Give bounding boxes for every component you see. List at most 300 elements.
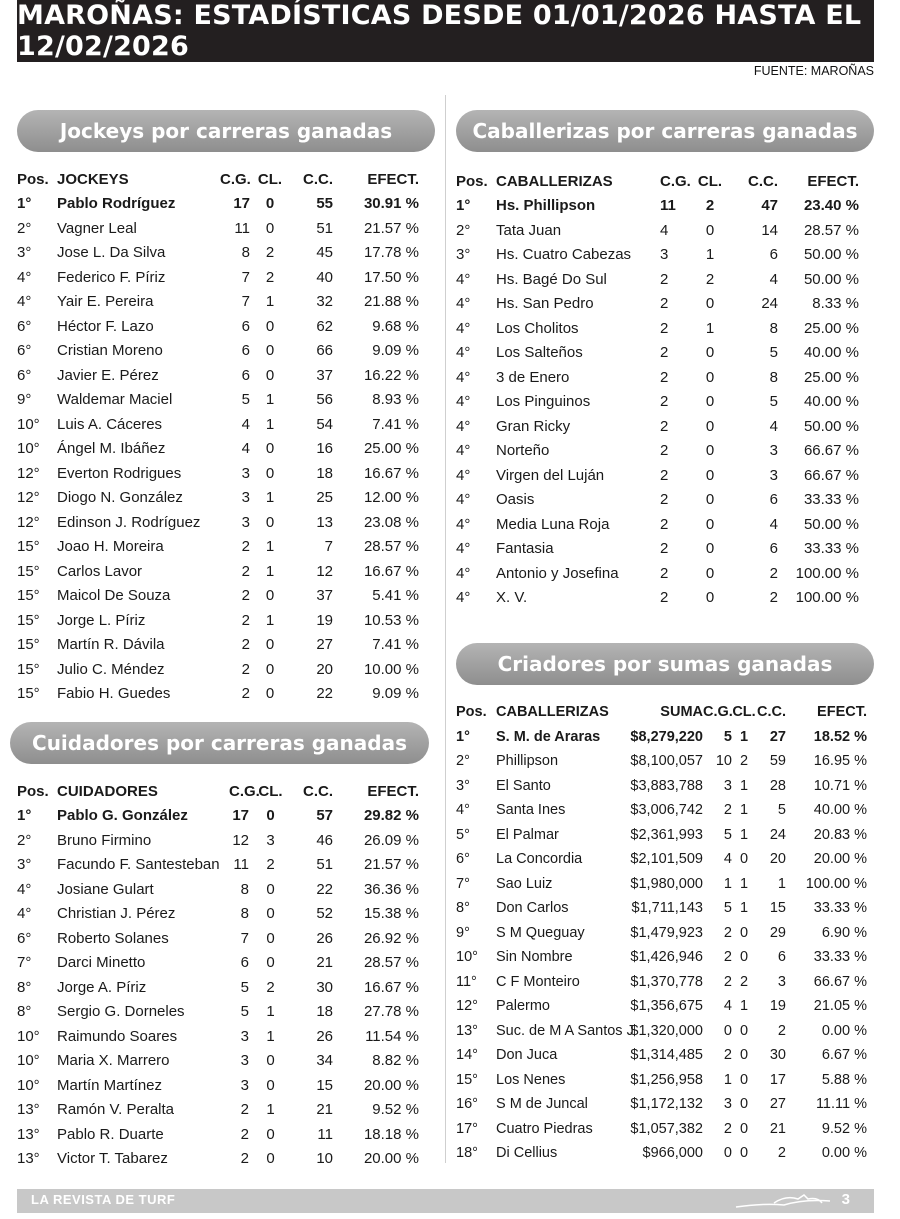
- table-cell: 2: [660, 564, 669, 582]
- table-cell: 4°: [456, 270, 471, 288]
- table-cell: El Palmar: [496, 826, 559, 843]
- table-row: [17, 633, 419, 658]
- table-cell: $1,426,946: [630, 949, 703, 966]
- table-row: [456, 1117, 867, 1142]
- table-cell: 27: [769, 728, 786, 745]
- table-cell: 0: [266, 1150, 275, 1168]
- table-cell: 8.82 %: [372, 1052, 419, 1070]
- table-cell: $1,980,000: [630, 875, 703, 892]
- table-cell: Pablo R. Duarte: [57, 1125, 164, 1143]
- table-row: [456, 439, 859, 464]
- table-cell: 3°: [17, 244, 32, 262]
- table-cell: Martín Martínez: [57, 1076, 163, 1094]
- table-cell: 28.57 %: [363, 954, 419, 972]
- table-cell: 27.78 %: [363, 1003, 419, 1021]
- table-cell: 15°: [17, 636, 40, 654]
- table-cell: 66.67 %: [803, 466, 859, 484]
- table-cell: $1,256,958: [630, 1071, 703, 1088]
- table-cell: 2: [240, 1101, 249, 1119]
- table-cell: 4: [660, 221, 669, 239]
- table-cell: 0: [739, 924, 749, 941]
- col-header-cl: CL.: [257, 170, 283, 188]
- col-header-efect: EFECT.: [817, 704, 867, 721]
- table-cell: 27: [769, 1096, 786, 1113]
- table-cell: 5: [241, 391, 250, 409]
- table-cell: 6°: [17, 366, 32, 384]
- table-cell: Fantasia: [496, 540, 554, 558]
- table-cell: 20: [316, 660, 333, 678]
- table-row: [17, 877, 419, 902]
- breeders-section-header: [456, 643, 874, 685]
- table-row: [17, 535, 419, 560]
- table-cell: Martín R. Dávila: [57, 636, 165, 654]
- table-cell: 4: [769, 270, 778, 288]
- table-cell: Santa Ines: [496, 802, 566, 819]
- table-cell: 8: [241, 244, 250, 262]
- table-cell: 13°: [17, 1125, 40, 1143]
- table-row: [456, 218, 859, 243]
- table-cell: 2: [660, 295, 669, 313]
- table-cell: Jorge L. Píriz: [57, 611, 146, 629]
- table-cell: 4°: [17, 905, 32, 923]
- table-cell: 2°: [17, 831, 32, 849]
- table-cell: 5: [769, 393, 778, 411]
- table-cell: 4°: [17, 268, 32, 286]
- table-row: [17, 290, 419, 315]
- table-row: [17, 412, 419, 437]
- table-cell: 12°: [456, 998, 478, 1015]
- table-cell: 6: [769, 540, 778, 558]
- table-cell: 4°: [456, 319, 471, 337]
- table-row: [17, 926, 419, 951]
- table-cell: 0: [705, 295, 715, 313]
- table-cell: 1°: [456, 197, 471, 215]
- table-row: [456, 194, 859, 219]
- table-cell: 1: [265, 611, 275, 629]
- table-cell: Los Pinguinos: [496, 393, 591, 411]
- col-header-pos: Pos.: [456, 172, 488, 190]
- table-cell: 2: [660, 319, 669, 337]
- table-row: [456, 749, 867, 774]
- table-cell: $1,370,778: [630, 973, 703, 990]
- table-cell: S. M. de Araras: [496, 728, 601, 745]
- table-cell: La Concordia: [496, 851, 583, 868]
- table-cell: 15°: [17, 611, 40, 629]
- table-cell: 2°: [17, 219, 32, 237]
- table-cell: Hs. Bagé Do Sul: [496, 270, 607, 288]
- table-row: [17, 241, 419, 266]
- table-cell: Facundo F. Santesteban: [57, 856, 220, 874]
- table-cell: 0: [265, 660, 275, 678]
- table-cell: Sin Nombre: [496, 949, 573, 966]
- table-cell: Cuatro Piedras: [496, 1120, 593, 1137]
- table-cell: 3: [769, 442, 778, 460]
- table-row: [456, 488, 859, 513]
- table-cell: 0: [723, 1022, 732, 1039]
- table-cell: 4: [241, 440, 250, 458]
- table-cell: 0: [723, 1145, 732, 1162]
- table-cell: X. V.: [496, 589, 528, 607]
- table-cell: 5: [240, 978, 249, 996]
- table-row: [456, 390, 859, 415]
- table-cell: 4: [769, 515, 778, 533]
- table-cell: 10°: [17, 1027, 40, 1045]
- table-cell: 0: [705, 515, 715, 533]
- table-cell: 3: [769, 466, 778, 484]
- table-cell: 66.67 %: [813, 973, 867, 990]
- table-cell: 0: [705, 344, 715, 362]
- table-cell: 6°: [17, 929, 32, 947]
- table-cell: 4°: [17, 880, 32, 898]
- table-row: [456, 725, 867, 750]
- table-cell: 4°: [456, 393, 471, 411]
- table-cell: 1: [705, 246, 715, 264]
- table-cell: 2: [705, 270, 715, 288]
- table-cell: 11.11 %: [815, 1096, 867, 1113]
- table-cell: 15°: [17, 587, 40, 605]
- table-cell: 1°: [17, 807, 32, 825]
- table-cell: 10°: [17, 415, 40, 433]
- table-cell: 1: [739, 900, 749, 917]
- table-cell: $1,711,143: [631, 900, 703, 917]
- table-cell: Jose L. Da Silva: [57, 244, 166, 262]
- table-cell: 21: [316, 1101, 333, 1119]
- table-cell: 5°: [456, 826, 470, 843]
- table-cell: 0: [266, 880, 275, 898]
- table-cell: 8: [240, 880, 249, 898]
- table-cell: 40: [316, 268, 333, 286]
- table-cell: 23.40 %: [803, 197, 859, 215]
- table-row: [456, 561, 859, 586]
- table-cell: 3: [240, 1052, 249, 1070]
- table-cell: 1: [739, 777, 749, 794]
- table-cell: 45: [316, 244, 333, 262]
- table-cell: Diogo N. González: [57, 489, 183, 507]
- table-cell: 10°: [17, 1076, 40, 1094]
- table-row: [17, 1147, 419, 1172]
- table-cell: 56: [316, 391, 333, 409]
- table-cell: 2: [241, 587, 250, 605]
- table-row: [456, 774, 867, 799]
- table-cell: 3: [723, 1096, 732, 1113]
- table-cell: 2: [705, 197, 715, 215]
- table-cell: 6: [241, 366, 250, 384]
- table-cell: 11: [660, 197, 676, 215]
- table-cell: Phillipson: [496, 753, 559, 770]
- table-row: [456, 243, 859, 268]
- table-cell: 36.36 %: [363, 880, 419, 898]
- stables-table-header: [456, 169, 859, 194]
- col-header-cl: CL.: [258, 782, 283, 800]
- page-title-text: MAROÑAS: ESTADÍSTICAS DESDE 01/01/2026 HASTA EL 12/02/2026: [17, 0, 862, 62]
- table-cell: 5: [769, 344, 778, 362]
- trainers-section-title: Cuidadores por carreras ganadas: [32, 731, 407, 755]
- table-row: [456, 1019, 867, 1044]
- table-cell: 6: [240, 954, 249, 972]
- table-cell: 2: [739, 973, 749, 990]
- table-cell: 26.09 %: [363, 831, 419, 849]
- table-cell: 2°: [456, 221, 471, 239]
- table-cell: 4°: [17, 293, 32, 311]
- table-row: [456, 1068, 867, 1093]
- table-cell: 0: [739, 1022, 749, 1039]
- table-row: [17, 559, 419, 584]
- table-cell: 17.78 %: [363, 244, 419, 262]
- table-cell: 2: [723, 802, 732, 819]
- table-cell: 0: [265, 219, 275, 237]
- table-cell: 33.33 %: [813, 949, 867, 966]
- table-cell: 8°: [17, 978, 32, 996]
- breeders-section-title: Criadores por sumas ganadas: [497, 652, 833, 676]
- table-cell: 9.68 %: [372, 317, 419, 335]
- table-cell: Pablo G. González: [57, 807, 188, 825]
- table-cell: 0: [266, 905, 275, 923]
- table-cell: 24: [761, 295, 778, 313]
- table-cell: Darci Minetto: [57, 954, 146, 972]
- table-cell: 9°: [456, 924, 470, 941]
- table-cell: 8: [769, 368, 778, 386]
- table-cell: $1,172,132: [630, 1096, 703, 1113]
- table-cell: Los Cholitos: [496, 319, 579, 337]
- table-cell: 1: [739, 998, 749, 1015]
- table-cell: 50.00 %: [803, 270, 859, 288]
- table-cell: 22: [316, 880, 333, 898]
- table-cell: 0: [265, 195, 275, 213]
- table-cell: Sergio G. Dorneles: [57, 1003, 185, 1021]
- table-cell: 1: [739, 826, 749, 843]
- table-cell: 18.18 %: [363, 1125, 419, 1143]
- jockeys-table: [17, 167, 419, 706]
- table-cell: 4: [769, 417, 778, 435]
- table-cell: Hs. San Pedro: [496, 295, 594, 313]
- table-cell: 6.67 %: [821, 1047, 867, 1064]
- table-cell: $2,101,509: [630, 851, 703, 868]
- table-cell: 0: [265, 685, 275, 703]
- table-cell: 3: [241, 489, 250, 507]
- stables-section-title: Caballerizas por carreras ganadas: [472, 119, 858, 143]
- table-cell: 9.09 %: [372, 342, 419, 360]
- table-cell: Di Cellius: [496, 1145, 558, 1162]
- table-row: [456, 365, 859, 390]
- table-cell: 5.88 %: [821, 1071, 867, 1088]
- table-row: [17, 1098, 419, 1123]
- table-cell: 6: [769, 491, 778, 509]
- col-header-cc: C.C.: [303, 170, 333, 188]
- table-cell: 13: [316, 513, 333, 531]
- col-header-cg: C.G.: [229, 782, 260, 800]
- table-cell: 13°: [456, 1022, 478, 1039]
- table-cell: 3: [266, 831, 275, 849]
- table-cell: 16.95 %: [813, 753, 867, 770]
- table-cell: 3°: [456, 777, 470, 794]
- page-footer: [17, 1189, 874, 1213]
- table-cell: 12: [316, 562, 333, 580]
- table-cell: 1: [777, 875, 786, 892]
- table-cell: 21.88 %: [363, 293, 419, 311]
- table-cell: 0: [265, 464, 275, 482]
- table-cell: 6: [241, 317, 250, 335]
- table-row: [456, 896, 867, 921]
- table-cell: Don Juca: [496, 1047, 558, 1064]
- publication-name: LA REVISTA DE TURF: [31, 1192, 176, 1207]
- table-row: [456, 847, 867, 872]
- table-row: [456, 921, 867, 946]
- table-cell: El Santo: [496, 777, 551, 794]
- table-cell: Josiane Gulart: [57, 880, 154, 898]
- table-cell: Cristian Moreno: [57, 342, 163, 360]
- table-cell: $1,320,000: [630, 1022, 703, 1039]
- trainers-table-body: [17, 804, 419, 1172]
- table-row: [17, 510, 419, 535]
- table-cell: 0: [265, 587, 275, 605]
- table-cell: 18°: [456, 1145, 478, 1162]
- table-cell: 20.00 %: [363, 1150, 419, 1168]
- table-row: [17, 461, 419, 486]
- table-cell: 2: [777, 1022, 786, 1039]
- table-cell: 29: [769, 924, 786, 941]
- table-cell: 4°: [456, 466, 471, 484]
- table-cell: 2: [265, 244, 275, 262]
- table-cell: Federico F. Píriz: [57, 268, 166, 286]
- table-cell: 15°: [17, 538, 40, 556]
- table-cell: 3°: [17, 856, 32, 874]
- table-cell: 6°: [17, 317, 32, 335]
- col-header-efect: EFECT.: [807, 172, 859, 190]
- table-cell: 1: [265, 562, 275, 580]
- table-cell: 25.00 %: [363, 440, 419, 458]
- col-header-cg: C.G.: [660, 172, 691, 190]
- jockeys-section-title: Jockeys por carreras ganadas: [59, 119, 393, 143]
- table-cell: 12°: [17, 513, 40, 531]
- table-cell: 1: [739, 728, 749, 745]
- table-cell: 8°: [456, 900, 470, 917]
- table-cell: $3,006,742: [630, 802, 703, 819]
- table-cell: Los Salteños: [496, 344, 583, 362]
- table-cell: 17: [233, 195, 250, 213]
- stables-section-header: [456, 110, 874, 152]
- table-cell: 28.57 %: [363, 538, 419, 556]
- table-cell: 8°: [17, 1003, 32, 1021]
- col-header-trainers: CUIDADORES: [57, 782, 158, 800]
- table-cell: 26.92 %: [363, 929, 419, 947]
- table-cell: $3,883,788: [630, 777, 703, 794]
- table-cell: 10°: [17, 1052, 40, 1070]
- col-header-cl: CL.: [732, 704, 756, 721]
- column-divider: [445, 95, 446, 1163]
- table-cell: 40.00 %: [813, 802, 867, 819]
- table-cell: 1: [739, 802, 749, 819]
- table-cell: 4°: [456, 515, 471, 533]
- table-row: [17, 608, 419, 633]
- table-cell: 0: [265, 636, 275, 654]
- table-row: [17, 1122, 419, 1147]
- table-row: [17, 975, 419, 1000]
- table-cell: 40.00 %: [803, 344, 859, 362]
- table-cell: 5: [723, 728, 732, 745]
- table-cell: Sao Luiz: [496, 875, 553, 892]
- table-cell: 4: [241, 415, 250, 433]
- table-cell: Fabio H. Guedes: [57, 685, 171, 703]
- page-title: [17, 0, 874, 62]
- table-row: [456, 316, 859, 341]
- table-cell: 21.05 %: [813, 998, 867, 1015]
- table-cell: 25: [316, 489, 333, 507]
- table-cell: 7.41 %: [372, 415, 419, 433]
- table-cell: 1: [705, 319, 715, 337]
- table-cell: 9.52 %: [372, 1101, 419, 1119]
- table-cell: 0: [265, 317, 275, 335]
- table-cell: 10: [715, 753, 732, 770]
- table-cell: 0: [266, 1125, 275, 1143]
- table-cell: 4°: [456, 442, 471, 460]
- table-cell: 2: [241, 685, 250, 703]
- table-row: [456, 267, 859, 292]
- table-cell: 2: [660, 270, 669, 288]
- table-cell: 13°: [17, 1150, 40, 1168]
- table-cell: 0: [265, 342, 275, 360]
- table-cell: 19: [316, 611, 333, 629]
- table-cell: $1,314,485: [630, 1047, 703, 1064]
- table-cell: 51: [316, 856, 333, 874]
- table-cell: 16: [316, 440, 333, 458]
- table-cell: 2: [240, 1150, 249, 1168]
- col-header-cg: C.G.: [220, 170, 251, 188]
- table-cell: 0: [739, 1120, 749, 1137]
- table-cell: 0: [739, 1047, 749, 1064]
- table-row: [17, 192, 419, 217]
- table-cell: Ángel M. Ibáñez: [57, 440, 166, 458]
- table-cell: 0.00 %: [821, 1145, 867, 1162]
- table-cell: 16°: [456, 1096, 478, 1113]
- table-cell: 25.00 %: [803, 368, 859, 386]
- table-cell: 18.52 %: [813, 728, 867, 745]
- col-header-cc: C.C.: [757, 704, 786, 721]
- table-cell: 0: [266, 954, 275, 972]
- table-cell: 18: [316, 464, 333, 482]
- table-cell: Los Nenes: [496, 1071, 566, 1088]
- table-cell: 3: [241, 513, 250, 531]
- col-header-cc: C.C.: [303, 782, 333, 800]
- table-cell: Héctor F. Lazo: [57, 317, 154, 335]
- table-cell: 12.00 %: [363, 489, 419, 507]
- table-cell: 0: [739, 1071, 749, 1088]
- stables-table-body: [456, 194, 859, 611]
- table-cell: 34: [316, 1052, 333, 1070]
- table-cell: 66: [316, 342, 333, 360]
- table-cell: 2: [769, 589, 778, 607]
- table-cell: 11.54 %: [365, 1027, 419, 1045]
- table-cell: 1: [266, 1003, 275, 1021]
- table-cell: 2: [777, 1145, 786, 1162]
- table-row: [17, 682, 419, 707]
- table-cell: Vagner Leal: [57, 219, 137, 237]
- table-cell: 3: [241, 464, 250, 482]
- table-cell: 1°: [456, 728, 470, 745]
- table-row: [456, 537, 859, 562]
- table-cell: 54: [316, 415, 333, 433]
- breeders-table-body: [456, 725, 867, 1166]
- col-header-pos: Pos.: [17, 170, 49, 188]
- trainers-table: [17, 779, 419, 1171]
- table-cell: Everton Rodrigues: [57, 464, 182, 482]
- table-cell: 20.00 %: [363, 1076, 419, 1094]
- table-cell: Javier E. Pérez: [57, 366, 159, 384]
- table-row: [17, 314, 419, 339]
- table-cell: 3: [240, 1027, 249, 1045]
- table-cell: 2: [660, 589, 669, 607]
- table-cell: 0: [266, 929, 275, 947]
- table-cell: 0: [705, 393, 715, 411]
